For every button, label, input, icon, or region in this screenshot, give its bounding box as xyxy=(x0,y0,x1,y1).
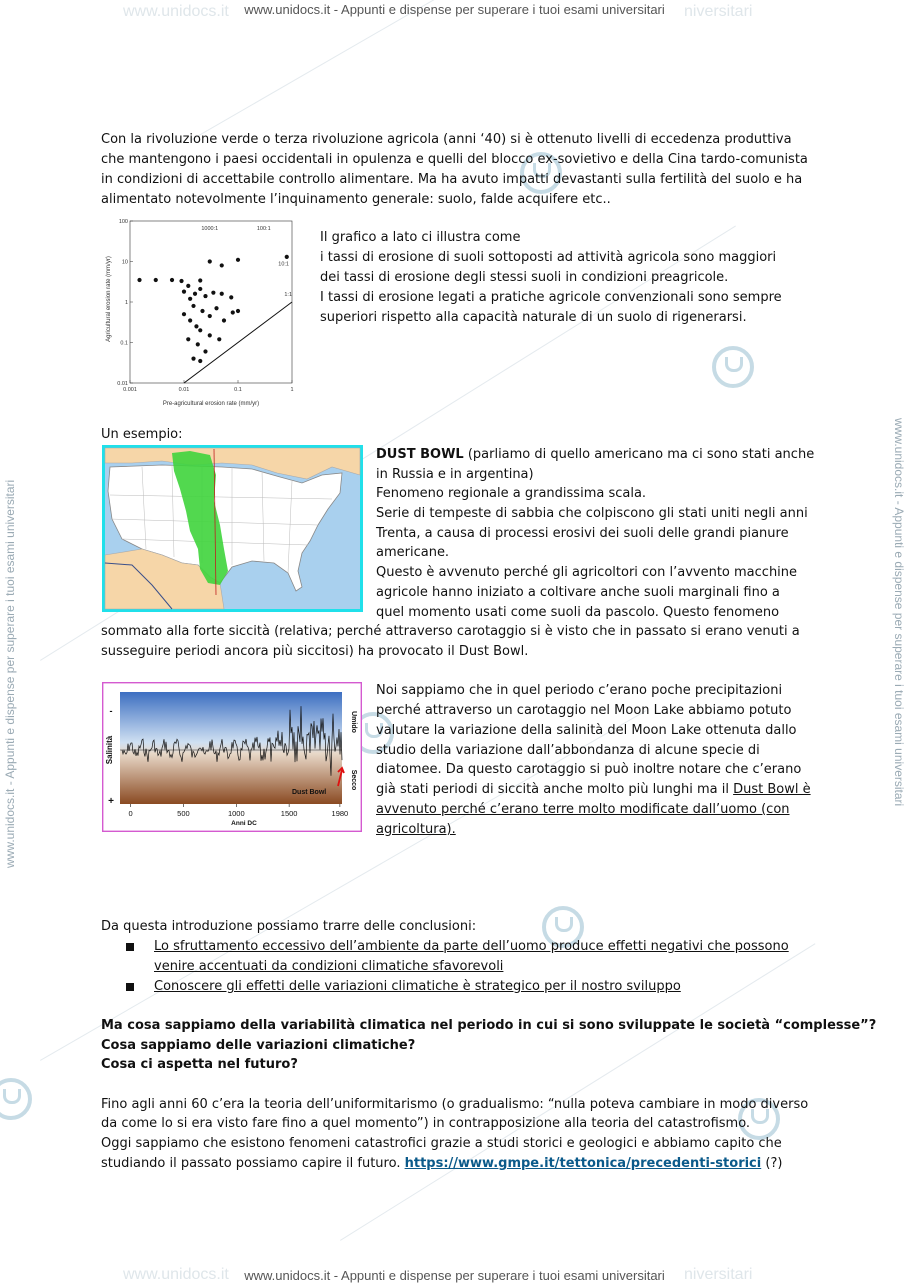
scatter-point xyxy=(198,359,202,363)
scatter-point xyxy=(217,337,221,341)
dust-bowl-line: americane. xyxy=(376,545,450,560)
salinity-x-tick: 0 xyxy=(128,809,133,818)
salinity-x-tick: 1000 xyxy=(227,809,245,818)
graph-text-line: i tassi di erosione di suoli sottoposti ad attività agricola sono maggiori xyxy=(320,250,777,265)
y-tick-label: 0.01 xyxy=(117,381,128,387)
question-line: Cosa ci aspetta nel futuro? xyxy=(101,1057,298,1072)
erosion-scatter-chart xyxy=(103,215,308,415)
page-footer: www.unidocs.it - Appunti e dispense per superare i tuoi esami universitari xyxy=(244,1268,665,1283)
scatter-point xyxy=(191,304,195,308)
salinity-x-tick: 1980 xyxy=(331,809,349,818)
final-line: Oggi sappiamo che esistono fenomeni catastrofici grazie a studi storici e geologici e abbiamo capito che xyxy=(101,1136,782,1151)
salinity-right-bottom: Secco xyxy=(350,769,357,791)
dust-bowl-line: Serie di tempeste di sabbia che colpiscono gli stati uniti negli anni xyxy=(376,506,808,521)
page-header: www.unidocs.it - Appunti e dispense per superare i tuoi esami universitari xyxy=(244,2,665,17)
x-tick-label: 1 xyxy=(290,387,294,393)
scatter-point xyxy=(208,333,212,337)
salinity-x-tick: 500 xyxy=(177,809,190,818)
ratio-label: 100:1 xyxy=(256,225,271,232)
dust-bowl-line: Trenta, a causa di processi erosivi dei suoli delle grandi pianure xyxy=(376,526,789,541)
intro-line: che mantengono i paesi occidentali in opulenza e quelli del blocco ex-sovietivo e della Cina tardo-comunista xyxy=(101,152,808,167)
question-line: Cosa sappiamo delle variazioni climatiche? xyxy=(101,1038,416,1053)
scatter-point xyxy=(214,306,218,310)
header-ghost-left: www.unidocs.it xyxy=(123,3,229,20)
dust-bowl-line: Fenomeno regionale a grandissima scala. xyxy=(376,486,647,501)
scatter-point xyxy=(222,318,226,322)
scatter-point xyxy=(203,349,207,353)
lake-line: perché attraverso un carotaggio nel Moon Lake abbiamo potuto xyxy=(376,703,792,718)
graph-text-line: superiori rispetto alla capacità naturale di un suolo di rigenerarsi. xyxy=(320,310,747,325)
scatter-point xyxy=(236,258,240,262)
scatter-point xyxy=(236,309,240,313)
dust-bowl-line: agricole hanno iniziato a coltivare anche suoli marginali fino a xyxy=(376,585,780,600)
square-bullet-icon xyxy=(126,943,134,951)
dust-bowl-title: DUST BOWL xyxy=(376,447,464,462)
scatter-point xyxy=(198,278,202,282)
salinity-y-label: Salinità xyxy=(105,735,114,765)
bullet-item-continued: venire accentuati da condizioni climatiche sfavorevoli xyxy=(154,959,504,974)
scatter-point xyxy=(198,328,202,332)
intro-line: alimentato notevolmente l’inquinamento generale: suolo, falde acquifere etc.. xyxy=(101,192,611,207)
ratio-label: 10:1 xyxy=(278,261,289,268)
watermark-logo-icon xyxy=(712,346,754,388)
scatter-point xyxy=(154,278,158,282)
scatter-point xyxy=(208,259,212,263)
y-tick-label: 1 xyxy=(124,300,128,306)
scatter-point xyxy=(191,357,195,361)
lake-line: avvenuto perché c’erano terre molto modificate dall’uomo (con xyxy=(376,802,790,817)
scatter-point xyxy=(285,255,289,259)
ratio-label: 1:1 xyxy=(284,292,293,299)
dust-bowl-line: sommato alla forte siccità (relativa; perché attraverso carotaggio si è visto che in passato si erano venuti a xyxy=(101,624,800,639)
question-line: Ma cosa sappiamo della variabilità climatica nel periodo in cui si sono sviluppate le società “complesse”? xyxy=(101,1018,877,1033)
graph-text-line: Il grafico a lato ci illustra come xyxy=(320,230,521,245)
final-line: da come lo si era visto fare fino a quel momento”) in contrapposizione alla teoria del catastrofismo. xyxy=(101,1116,751,1131)
dust-bowl-line: DUST BOWL (parliamo di quello americano ma ci sono stati anche xyxy=(376,447,815,462)
graph-text-line: dei tassi di erosione degli stessi suoli in condizioni preagricole. xyxy=(320,270,729,285)
square-bullet-icon xyxy=(126,983,134,991)
scatter-point xyxy=(182,312,186,316)
scatter-point xyxy=(196,342,200,346)
lake-line: diatomee. Da questo carotaggio si può inoltre notare che c’erano xyxy=(376,762,802,777)
graph-text-line: I tassi di erosione legati a pratiche agricole convenzionali sono sempre xyxy=(320,290,782,305)
side-watermark-left: www.unidocs.it - Appunti e dispense per superare i tuoi esami universitari xyxy=(3,479,17,868)
scatter-point xyxy=(231,310,235,314)
scatter-point xyxy=(229,295,233,299)
scatter-point xyxy=(188,297,192,301)
scatter-point xyxy=(200,309,204,313)
footer-ghost-right: niversitari xyxy=(684,1266,753,1283)
salinity-y-top: - xyxy=(109,706,113,716)
salinity-y-bottom: + xyxy=(108,796,114,807)
scatter-point xyxy=(182,290,186,294)
dust-bowl-line: susseguire periodi ancora più siccitosi) ha provocato il Dust Bowl. xyxy=(101,644,529,659)
reference-link[interactable]: https://www.gmpe.it/tettonica/precedenti-storici xyxy=(404,1156,762,1171)
y-tick-label: 100 xyxy=(118,219,128,225)
lake-line: già stati periodi di siccità anche molto più lunghi ma il Dust Bowl è xyxy=(376,782,811,797)
scatter-point xyxy=(170,278,174,282)
scatter-point xyxy=(179,279,183,283)
watermark-logo-icon xyxy=(0,1078,32,1120)
x-tick-label: 0.001 xyxy=(123,387,137,393)
lake-line: Noi sappiamo che in quel periodo c’erano poche precipitazioni xyxy=(376,683,783,698)
x-tick-label: 0.1 xyxy=(234,387,242,393)
example-label: Un esempio: xyxy=(101,427,183,442)
conclusions-intro: Da questa introduzione possiamo trarre delle conclusioni: xyxy=(101,919,477,934)
scatter-point xyxy=(220,263,224,267)
ratio-label: 1000:1 xyxy=(201,225,219,232)
lake-line: studio della variazione dall’abbondanza di alcune specie di xyxy=(376,743,760,758)
scatter-point xyxy=(193,292,197,296)
lake-line: valutare la variazione della salinità del Moon Lake ottenuta dallo xyxy=(376,723,797,738)
y-tick-label: 0.1 xyxy=(120,340,128,347)
scatter-point xyxy=(186,284,190,288)
salinity-chart xyxy=(102,682,362,832)
scatter-point xyxy=(188,318,192,322)
scatter-point xyxy=(208,314,212,318)
watermark-line xyxy=(190,0,814,141)
y-tick-label: 10 xyxy=(121,259,128,266)
dust-bowl-line: in Russia e in argentina) xyxy=(376,467,534,482)
lake-line: agricoltura). xyxy=(376,822,456,837)
header-ghost-right: niversitari xyxy=(684,3,753,20)
final-line: studiando il passato possiamo capire il futuro. https://www.gmpe.it/tettonica/precedenti-storici (?) xyxy=(101,1156,783,1171)
scatter-point xyxy=(203,294,207,298)
intro-line: Con la rivoluzione verde o terza rivoluzione agricola (anni ‘40) si è ottenuto livelli di eccedenza produttiva xyxy=(101,132,792,147)
footer-ghost-left: www.unidocs.it xyxy=(123,1266,229,1283)
scatter-point xyxy=(198,287,202,291)
salinity-x-tick: 1500 xyxy=(280,809,298,818)
side-watermark-right: www.unidocs.it - Appunti e dispense per superare i tuoi esami universitari xyxy=(892,418,906,807)
x-tick-label: 0.01 xyxy=(178,387,190,393)
salinity-right-top: Umido xyxy=(350,711,357,733)
dust-bowl-line: quel momento usati come suoli da pascolo. Questo fenomeno xyxy=(376,605,780,620)
x-axis-label: Pre-agricultural erosion rate (mm/yr) xyxy=(162,401,260,407)
salinity-annotation: Dust Bowl xyxy=(292,789,327,796)
salinity-x-label: Anni DC xyxy=(231,820,257,827)
intro-line: in condizioni di accettabile controllo alimentare. Ma ha avuto impatti devastanti sulla fertilità del suolo e ha xyxy=(101,172,803,187)
scatter-point xyxy=(137,278,141,282)
scatter-point xyxy=(194,324,198,328)
final-line: Fino agli anni 60 c’era la teoria dell’uniformitarismo (o gradualismo: “nulla poteva cambiare in modo diverso xyxy=(101,1097,809,1112)
scatter-point xyxy=(211,291,215,295)
dust-bowl-map xyxy=(102,445,363,612)
scatter-point xyxy=(220,292,224,296)
dust-bowl-line: Questo è avvenuto perché gli agricoltori con l’avvento macchine xyxy=(376,565,798,580)
scatter-point xyxy=(186,337,190,341)
y-axis-label: Agricultural erosion rate (mm/yr) xyxy=(106,256,112,342)
